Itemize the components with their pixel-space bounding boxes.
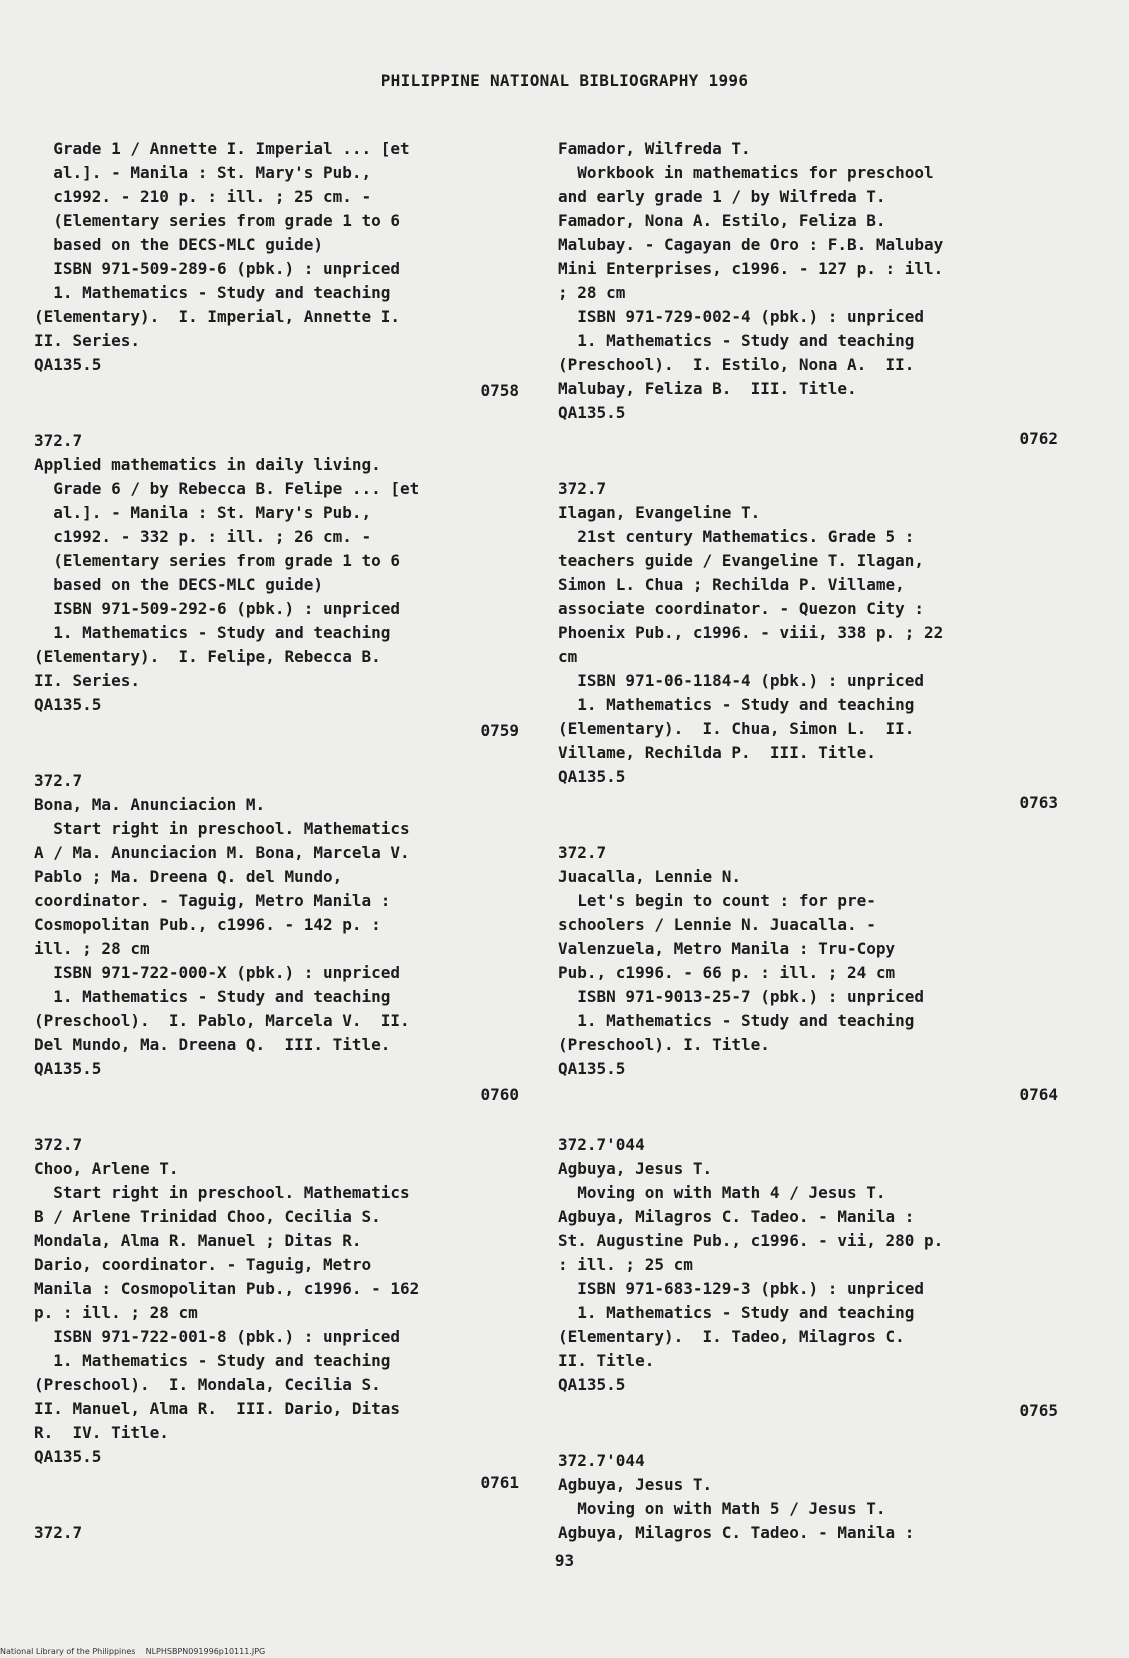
entry-line: 372.7	[34, 771, 83, 790]
entry-line: (Elementary). I. Felipe, Rebecca B.	[34, 647, 381, 666]
entry-line: Workbook in mathematics for preschool	[558, 163, 934, 182]
entry-line: (Preschool). I. Pablo, Marcela V. II.	[34, 1011, 410, 1030]
entry-line: Dario, coordinator. - Taguig, Metro	[34, 1255, 372, 1274]
entry-line: 1. Mathematics - Study and teaching	[558, 1303, 915, 1322]
entry-line: Pablo ; Ma. Dreena Q. del Mundo,	[34, 867, 343, 886]
entry-line: 372.7	[558, 479, 607, 498]
entry-line: Choo, Arlene T.	[34, 1159, 179, 1178]
page-header-title: PHILIPPINE NATIONAL BIBLIOGRAPHY 1996	[380, 71, 749, 90]
bibliography-entry	[558, 477, 1058, 815]
entry-line: ISBN 971-722-001-8 (pbk.) : unpriced	[34, 1327, 401, 1346]
entry-line: Bona, Ma. Anunciacion M.	[34, 795, 266, 814]
entry-line: c1992. - 332 p. : ill. ; 26 cm. -	[34, 527, 372, 546]
entry-line: Del Mundo, Ma. Dreena Q. III. Title.	[34, 1035, 391, 1054]
bibliography-entry	[34, 137, 519, 403]
entry-line: (Elementary). I. Imperial, Annette I.	[34, 307, 401, 326]
entry-line: Manila : Cosmopolitan Pub., c1996. - 162	[34, 1279, 420, 1298]
entry-line: Agbuya, Jesus T.	[558, 1159, 713, 1178]
entry-line: Villame, Rechilda P. III. Title.	[558, 743, 876, 762]
entry-line: Mondala, Alma R. Manuel ; Ditas R.	[34, 1231, 362, 1250]
right-column	[558, 137, 1058, 1545]
entry-line: QA135.5	[34, 695, 102, 714]
entry-line: ISBN 971-722-000-X (pbk.) : unpriced	[34, 963, 401, 982]
entry-line: (Elementary). I. Chua, Simon L. II.	[558, 719, 915, 738]
entry-line: Cosmopolitan Pub., c1996. - 142 p. :	[34, 915, 381, 934]
entry-line: 372.7	[34, 431, 83, 450]
entry-line: Grade 1 / Annette I. Imperial ... [et	[34, 139, 410, 158]
entry-line: II. Manuel, Alma R. III. Dario, Ditas	[34, 1399, 401, 1418]
entry-line: based on the DECS-MLC guide)	[34, 235, 323, 254]
entry-line: Famador, Wilfreda T.	[558, 139, 751, 158]
entry-line: ISBN 971-509-289-6 (pbk.) : unpriced	[34, 259, 401, 278]
entry-line: Malubay. - Cagayan de Oro : F.B. Malubay	[558, 235, 944, 254]
entry-line: Juacalla, Lennie N.	[558, 867, 742, 886]
entry-number: 0763	[1019, 793, 1058, 812]
entry-line: A / Ma. Anunciacion M. Bona, Marcela V.	[34, 843, 410, 862]
entry-line: al.]. - Manila : St. Mary's Pub.,	[34, 503, 372, 522]
entry-line: Agbuya, Jesus T.	[558, 1475, 713, 1494]
entry-line: 372.7'044	[558, 1451, 645, 1470]
entry-line: QA135.5	[558, 767, 626, 786]
entry-line: QA135.5	[34, 1059, 102, 1078]
entry-line: Mini Enterprises, c1996. - 127 p. : ill.	[558, 259, 944, 278]
entry-line: (Elementary). I. Tadeo, Milagros C.	[558, 1327, 905, 1346]
entry-line: Start right in preschool. Mathematics	[34, 1183, 410, 1202]
bibliography-entry	[34, 769, 519, 1107]
entry-line: Phoenix Pub., c1996. - viii, 338 p. ; 22	[558, 623, 944, 642]
entry-line: (Elementary series from grade 1 to 6	[34, 211, 401, 230]
entry-line: 372.7'044	[558, 1135, 645, 1154]
entry-line: Grade 6 / by Rebecca B. Felipe ... [et	[34, 479, 420, 498]
entry-line: : ill. ; 25 cm	[558, 1255, 693, 1274]
entry-line: p. : ill. ; 28 cm	[34, 1303, 198, 1322]
bibliography-entry	[558, 841, 1058, 1107]
page-number: 93	[554, 1551, 575, 1570]
entry-line: teachers guide / Evangeline T. Ilagan,	[558, 551, 925, 570]
bibliography-entry	[34, 1521, 519, 1545]
footer-credit: National Library of the Philippines NLPHSBPN091996p10111.JPG	[0, 1647, 266, 1656]
entry-line: 1. Mathematics - Study and teaching	[558, 331, 915, 350]
entry-line: QA135.5	[34, 1447, 102, 1466]
entry-line: 1. Mathematics - Study and teaching	[34, 283, 391, 302]
entry-line: 1. Mathematics - Study and teaching	[34, 623, 391, 642]
entry-line: 372.7	[558, 843, 607, 862]
entry-line: Agbuya, Milagros C. Tadeo. - Manila :	[558, 1207, 915, 1226]
entry-line: Moving on with Math 5 / Jesus T.	[558, 1499, 886, 1518]
entry-line: 1. Mathematics - Study and teaching	[558, 695, 915, 714]
entry-number: 0765	[1019, 1401, 1058, 1420]
entry-line: (Preschool). I. Estilo, Nona A. II.	[558, 355, 915, 374]
entry-line: II. Title.	[558, 1351, 655, 1370]
entry-line: (Preschool). I. Mondala, Cecilia S.	[34, 1375, 381, 1394]
entry-line: ISBN 971-9013-25-7 (pbk.) : unpriced	[558, 987, 925, 1006]
entry-line: and early grade 1 / by Wilfreda T.	[558, 187, 886, 206]
entry-number: 0758	[480, 381, 519, 400]
entry-number: 0759	[480, 721, 519, 740]
bibliography-entry	[34, 429, 519, 743]
entry-line: QA135.5	[558, 403, 626, 422]
entry-line: R. IV. Title.	[34, 1423, 169, 1442]
entry-line: Applied mathematics in daily living.	[34, 455, 381, 474]
entry-line: Famador, Nona A. Estilo, Feliza B.	[558, 211, 886, 230]
entry-line: 372.7	[34, 1135, 83, 1154]
entry-line: Simon L. Chua ; Rechilda P. Villame,	[558, 575, 905, 594]
entry-line: Ilagan, Evangeline T.	[558, 503, 761, 522]
entry-line: QA135.5	[558, 1375, 626, 1394]
entry-number: 0761	[480, 1473, 519, 1492]
entry-line: Moving on with Math 4 / Jesus T.	[558, 1183, 886, 1202]
entry-line: 372.7	[34, 1523, 83, 1542]
bibliography-entry	[558, 1133, 1058, 1423]
entry-line: 1. Mathematics - Study and teaching	[34, 987, 391, 1006]
entry-line: II. Series.	[34, 331, 140, 350]
entry-line: II. Series.	[34, 671, 140, 690]
entry-line: St. Augustine Pub., c1996. - vii, 280 p.	[558, 1231, 944, 1250]
entry-line: QA135.5	[558, 1059, 626, 1078]
bibliography-entry	[558, 1449, 1058, 1545]
entry-line: Malubay, Feliza B. III. Title.	[558, 379, 857, 398]
entry-line: c1992. - 210 p. : ill. ; 25 cm. -	[34, 187, 372, 206]
entry-number: 0762	[1019, 429, 1058, 448]
entry-line: 1. Mathematics - Study and teaching	[34, 1351, 391, 1370]
entry-line: cm	[558, 647, 578, 666]
entry-line: (Elementary series from grade 1 to 6	[34, 551, 401, 570]
entry-line: schoolers / Lennie N. Juacalla. -	[558, 915, 876, 934]
bibliography-entry	[558, 137, 1058, 451]
entry-number: 0764	[1019, 1085, 1058, 1104]
entry-line: associate coordinator. - Quezon City :	[558, 599, 925, 618]
entry-number: 0760	[480, 1085, 519, 1104]
entry-line: B / Arlene Trinidad Choo, Cecilia S.	[34, 1207, 381, 1226]
entry-line: Start right in preschool. Mathematics	[34, 819, 410, 838]
entry-line: ISBN 971-06-1184-4 (pbk.) : unpriced	[558, 671, 925, 690]
entry-line: ISBN 971-509-292-6 (pbk.) : unpriced	[34, 599, 401, 618]
entry-line: coordinator. - Taguig, Metro Manila :	[34, 891, 391, 910]
bibliography-entry	[34, 1133, 519, 1495]
entry-line: Agbuya, Milagros C. Tadeo. - Manila :	[558, 1523, 915, 1542]
entry-line: Valenzuela, Metro Manila : Tru-Copy	[558, 939, 896, 958]
entry-line: ; 28 cm	[558, 283, 626, 302]
entry-line: ISBN 971-683-129-3 (pbk.) : unpriced	[558, 1279, 925, 1298]
entry-line: ill. ; 28 cm	[34, 939, 150, 958]
entry-line: al.]. - Manila : St. Mary's Pub.,	[34, 163, 372, 182]
entry-line: based on the DECS-MLC guide)	[34, 575, 323, 594]
left-column	[34, 137, 519, 1545]
entry-line: (Preschool). I. Title.	[558, 1035, 770, 1054]
entry-line: QA135.5	[34, 355, 102, 374]
entry-line: 21st century Mathematics. Grade 5 :	[558, 527, 915, 546]
entry-line: Pub., c1996. - 66 p. : ill. ; 24 cm	[558, 963, 896, 982]
entry-line: ISBN 971-729-002-4 (pbk.) : unpriced	[558, 307, 925, 326]
entry-line: 1. Mathematics - Study and teaching	[558, 1011, 915, 1030]
entry-line: Let's begin to count : for pre-	[558, 891, 876, 910]
